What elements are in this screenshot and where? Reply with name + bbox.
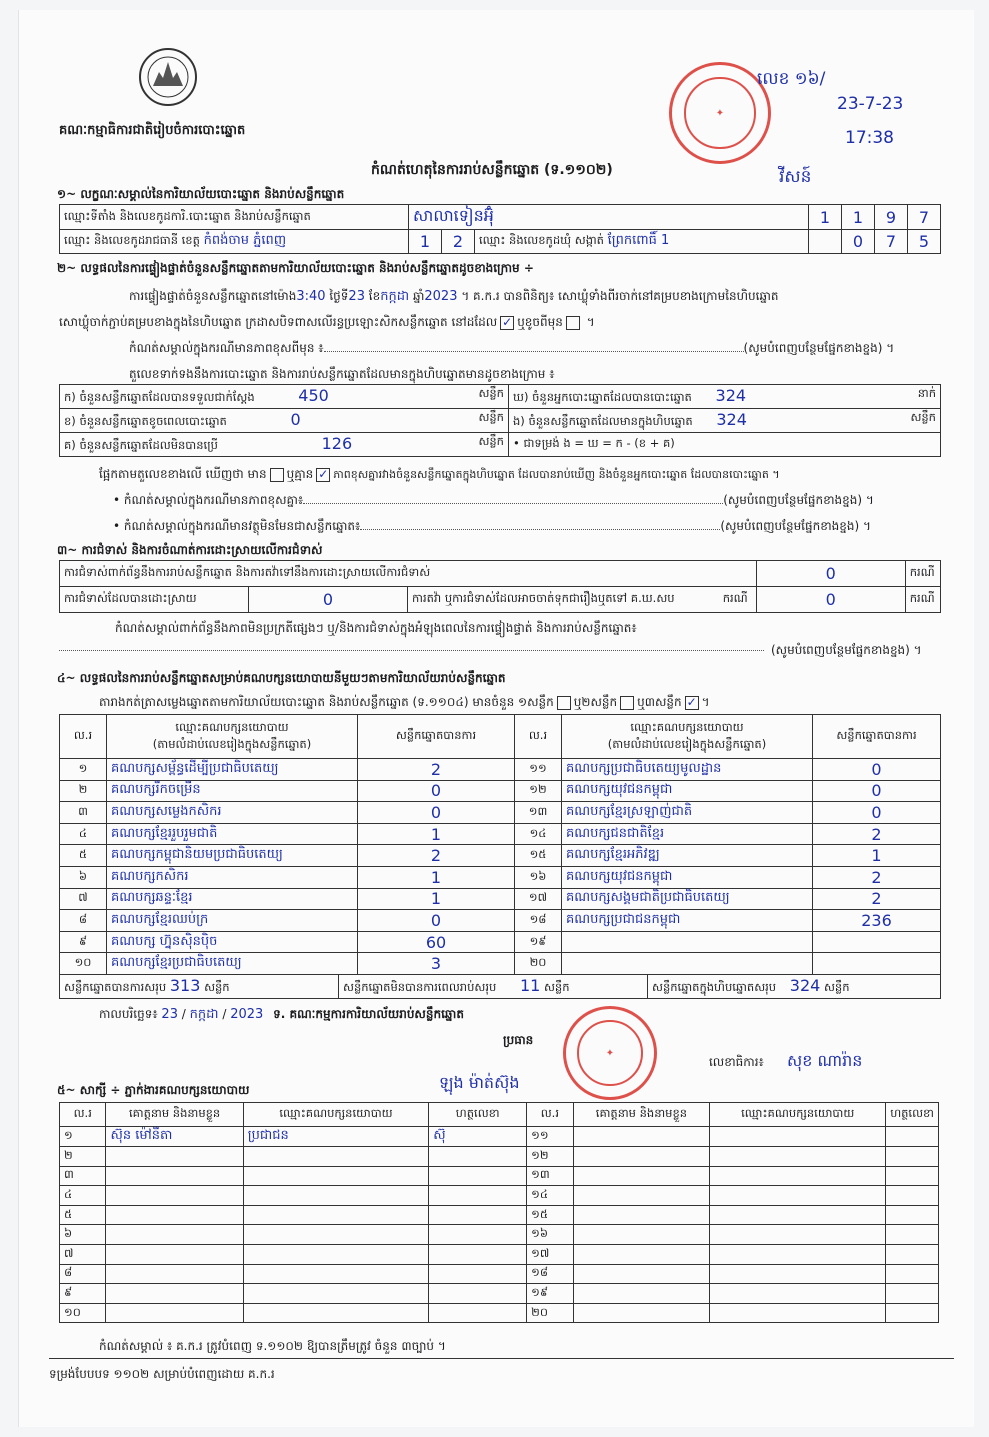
count-day: 23 (348, 289, 365, 304)
chair-name: ឡុង ម៉ាត់ស៊ុង (439, 1073, 520, 1092)
row2-code-2: 2 (442, 230, 475, 254)
damaged-checkbox[interactable] (566, 316, 580, 330)
result-row (60, 931, 941, 953)
result-votes2: 2 (871, 824, 882, 844)
result-votes: 1 (430, 824, 442, 844)
sec2-p5: ផ្អែកតាមតួលេខខាងលើ ឃើញថា មាន ឬគ្មាន ✓ ភាពខុសគ្នារវាងចំនួនសន្លឹកឆ្នោតក្នុងហិបឆ្នោត ដែលបានរាប់ឃើញ និងចំនួនអ្នកបោះឆ្នោត ដែលបានបោះឆ្នោត ។ (99, 466, 780, 481)
result-no: ១ (78, 760, 88, 775)
result-party2: គណបក្សសង្គមជាតិប្រជាធិបតេយ្យ (566, 890, 730, 906)
witness-row (60, 1166, 939, 1186)
footnote: កំណត់សម្គាល់ ៖ គ.ក.រ ត្រូវបំពេញ ទ.១១០២ ឱ្យបានត្រឹមត្រូវ ចំនួន ៣ច្បាប់ ។ (99, 1339, 446, 1353)
row2-code2-3: 5 (908, 230, 941, 254)
result-party: គណបក្សខ្មែរប្រជាធិបតេយ្យ (111, 955, 242, 971)
row2-code2-2: 7 (875, 230, 908, 254)
result-row (60, 759, 941, 781)
witness-no2: ១៣ (531, 1167, 550, 1182)
page-title: កំណត់ហេតុនៃការរាប់សន្លឹកឆ្នោត (ទ.១១០២) (371, 162, 613, 178)
appeal-count: 0 (756, 587, 905, 613)
witness-no2: ១៥ (531, 1206, 548, 1221)
result-votes: 1 (430, 867, 442, 887)
result-no: ២ (78, 782, 88, 797)
result-party: គណបក្សសម្ព័ន្ធដើម្បីប្រជាធិបតេយ្យ (111, 760, 279, 776)
stamp-time: 17:38 (845, 128, 894, 148)
result-no: ៣ (78, 803, 88, 818)
intact-checkbox[interactable]: ✓ (502, 314, 513, 329)
total-invalid: 11 (519, 976, 541, 995)
result-party: គណបក្សឆន្ទៈខ្មែរ (111, 890, 193, 906)
result-party: គណបក្សខ្មែរឈប់ក្រ (111, 911, 209, 927)
result-votes: 3 (430, 954, 442, 974)
row2-code2-1: 0 (842, 230, 875, 254)
witness-no2: ១៧ (531, 1245, 550, 1260)
witness-table: ល.រ គោត្តនាម និងនាមខ្លួន ឈ្មោះគណបក្សនយោបាយ ហត្ថលេខា ល.រ គោត្តនាម និងនាមខ្លួន ឈ្មោះគណបក្សនយោបាយ ហត្ថលេខា ១ ស៊ុន ម៉ៅនីតា ប្រជាជន ស៊ុ ១១ ២ ១២ ៣ ១៣ ៤ ១៤ ៥ ១៥ ៦ ១៦ ៧ ១៧ ៨ ១៨ ៩ ១៩ ១០ ២០ (59, 1102, 939, 1323)
ka-value: 450 (298, 386, 329, 405)
result-row (60, 823, 941, 845)
count-year: 2023 (424, 289, 458, 304)
sec2-p6: • កំណត់សម្គាល់ក្នុងករណីមានភាពខុសគ្នា៖ (សូមបំពេញបន្ថែមផ្នែកខាងខ្នង) ។ (113, 493, 874, 507)
row1-value: សាលាទៀនអ៊ុំ (413, 206, 494, 225)
witness-row (60, 1264, 939, 1284)
sign-date: កាលបរិច្ឆេទ៖ 23 / កក្កដា / 2023 ទ. គណៈកម្មការការិយាល័យរាប់សន្លឹកឆ្នោត (99, 1007, 464, 1022)
secretary-name: សុខ ណារ៉ាន (787, 1051, 863, 1070)
witness-party: ប្រជាជន (247, 1128, 289, 1143)
result-votes: 0 (430, 781, 442, 801)
two-sheet-checkbox[interactable] (620, 696, 634, 710)
witness-no: ៤ (64, 1186, 73, 1201)
result-votes2: 2 (871, 867, 882, 887)
witness-row (60, 1303, 939, 1323)
result-no: ៥ (78, 847, 88, 862)
result-party2: គណបក្សយុវជនកម្ពុជា (566, 782, 673, 798)
result-votes2: 0 (871, 781, 882, 801)
witness-no: ១ (64, 1128, 73, 1142)
result-party2: គណបក្សប្រជាធិបតេយ្យមូលដ្ឋាន (566, 760, 722, 776)
result-no: ៦ (78, 868, 88, 883)
stamp-note: លេខ ១៦/ (757, 69, 826, 89)
witness-no2: ២០ (531, 1304, 548, 1319)
witness-no2: ១៤ (531, 1186, 548, 1201)
sec3-heading: ៣~ ការជំទាស់ និងការចំណាត់ការដោះស្រាយលើការជំទាស់ (57, 543, 323, 557)
witness-row (60, 1147, 939, 1167)
result-no: ៩ (78, 933, 88, 948)
result-party: គណបក្ស ហ្វ៊ុនស៊ិនប៉ិច (111, 933, 218, 949)
ng-value: 324 (716, 410, 747, 429)
result-no2: ១១ (529, 760, 547, 775)
witness-row (60, 1244, 939, 1264)
result-no: ៤ (78, 825, 88, 840)
sec2-p1: ការផ្ទៀងផ្ទាត់ចំនួនសន្លឹកឆ្នោតនៅម៉ោង3:40 ថ្ងៃទី23 ខែកក្កដា ឆ្នាំ2023 ។ គ.ក.រ បានពិនិត្យ៖ សោឃ្លុំទាំងពីរចាក់នៅគម្របខាងក្រោមនៃហិបឆ្នោត (129, 289, 779, 304)
result-no2: ១៧ (528, 890, 548, 905)
witness-no2: ១២ (531, 1147, 549, 1162)
witness-row (60, 1205, 939, 1225)
result-row (60, 910, 941, 932)
result-party: គណបក្សកសិករ (111, 868, 189, 884)
kho-value: 324 (715, 386, 747, 405)
result-row (60, 866, 941, 888)
objection-count: 0 (756, 561, 905, 587)
document-page (18, 10, 974, 1427)
witness-row (60, 1127, 939, 1147)
sec3-table: ការជំទាស់ពាក់ព័ន្ធនឹងការរាប់សន្លឹកឆ្នោត និងការតវ៉ាទៅនឹងការដោះស្រាយលើការជំទាស់ 0 ករណី ការជំទាស់ដែលបានដោះស្រាយ 0 ករណី ការតវ៉ា ឬការជំទាស់ដែលអាចចាត់ទុកជារឿងឬតទៅ គ.ឃ.សប 0 ករណី (59, 560, 941, 613)
sec2-p4: តួលេខទាក់ទងនឹងការបោះឆ្នោត និងការរាប់សន្លឹកឆ្នោតដែលមានក្នុងហិបឆ្នោតមានដូចខាងក្រោម ៖ (129, 367, 555, 381)
sec3-note: កំណត់សម្គាល់ពាក់ព័ន្ធនឹងភាពមិនប្រក្រតីផ្សេងៗ ឬ/និងការជំទាស់ក្នុងអំឡុងពេលនៃការផ្ទៀងផ្ទាត់ និងការរាប់សន្លឹកឆ្នោត៖ (115, 621, 637, 635)
sec3-fill-note: (សូមបំពេញបន្ថែមផ្នែកខាងខ្នង) ។ (771, 643, 922, 657)
sec2-p2: សោឃ្លុំចាក់ភ្ជាប់គម្របខាងក្នុងនៃហិបឆ្នោត ក្រដាសបិទពាសលើរន្ធប្រឡោះសិកសន្លឹកឆ្នោត នៅដដែល ✓ ឬខូចពីមុន ។ (59, 314, 595, 329)
result-no2: ១៣ (528, 803, 548, 818)
witness-no: ៨ (64, 1265, 73, 1280)
result-party2: គណបក្សយុវជនកម្ពុជា (566, 868, 673, 884)
witness-row (60, 1284, 939, 1304)
result-row (60, 802, 941, 824)
result-no2: ១៦ (529, 868, 547, 883)
result-no2: ១៥ (529, 847, 547, 862)
result-no2: ១២ (529, 782, 547, 797)
witness-no: ១០ (64, 1304, 81, 1319)
result-party2: គណបក្សប្រជាជនកម្ពុជា (566, 911, 681, 927)
witness-row (60, 1225, 939, 1245)
commission-seal-icon: ✦ (563, 1006, 657, 1100)
kha-value: 0 (290, 410, 301, 429)
row2-label: ឈ្មោះ និងលេខកូដរាជធានី ខេត្ត (64, 233, 200, 247)
official-seal-icon: ✦ (669, 62, 771, 164)
row2-value: កំពង់ចាម ភ្នំពេញ (203, 233, 287, 248)
sec1-heading: ១~ លក្ខណៈសម្គាល់នៃការិយាល័យបោះឆ្នោត និងរាប់សន្លឹកឆ្នោត (57, 187, 345, 201)
result-row (60, 845, 941, 867)
result-votes2: 0 (871, 802, 882, 822)
total-box: 324 (789, 976, 821, 995)
stamp-date: 23-7-23 (837, 94, 904, 114)
result-votes2: 236 (861, 910, 892, 930)
sec4-heading: ៤~ លទ្ធផលនៃការរាប់សន្លឹកឆ្នោតសម្រាប់គណបក្សនយោបាយនីមួយៗតាមការិយាល័យរាប់សន្លឹកឆ្នោត (57, 671, 506, 685)
row2-value2: ព្រែកពោធិ៍ 1 (607, 233, 670, 248)
ko-value: 126 (321, 434, 353, 453)
result-votes: 1 (430, 889, 442, 909)
sec4-intro: តារាងកត់ត្រាសម្លេងឆ្នោតតាមការិយាល័យបោះឆ្នោត និងរាប់សន្លឹកឆ្នោត (ទ.១១០៤) មានចំនួន ១សន្លឹក ឬ២សន្លឹក ឬ៣សន្លឹក ✓ ។ (99, 694, 710, 709)
result-no: ៨ (78, 911, 88, 926)
no-diff-checkbox[interactable]: ✓ (318, 466, 329, 481)
result-no2: ២០ (529, 955, 547, 970)
count-time: 3:40 (296, 289, 326, 304)
result-votes: 2 (430, 759, 442, 779)
result-no: ៧ (78, 890, 88, 905)
result-votes: 0 (430, 910, 442, 930)
result-party2: គណបក្សខ្មែរស្រឡាញ់ជាតិ (566, 803, 693, 819)
result-party: គណបក្សរីកចម្រើន (111, 782, 201, 798)
row1-code-2: 1 (842, 205, 875, 230)
sec2-heading: ២~ លទ្ធផលនៃការផ្ទៀងផ្ទាត់ចំនួនសន្លឹកឆ្នោតតាមការិយាល័យបោះឆ្នោត និងរាប់សន្លឹកឆ្នោតដូចខាងក្រោម ÷ (57, 261, 534, 275)
result-party: គណបក្សខ្មែររួបរួមជាតិ (111, 825, 218, 841)
secretary-label: លេខាធិការ៖ (709, 1055, 764, 1069)
resolved-count: 0 (249, 587, 408, 613)
result-votes2: 2 (871, 889, 882, 909)
result-votes2: 0 (871, 759, 882, 779)
witness-sign: ស៊ុ (433, 1128, 446, 1143)
results-table: ល.រ ឈ្មោះគណបក្សនយោបាយ (តាមលំដាប់លេខរៀងក្នុងសន្លឹកឆ្នោត) សន្លឹកឆ្នោតបានការ ល.រ ឈ្មោះគណបក្សនយោបាយ (តាមលំដាប់លេខរៀងក្នុងសន្លឹកឆ្នោត) សន្លឹកឆ្នោតបានការ ១ គណបក្សសម្ព័ន្ធដើម្បីប្រជាធិបតេយ្យ 2 ១១ គណបក្សប្រជាធិបតេយ្យមូលដ្ឋាន 0 ២ គណបក្សរីកចម្រើន 0 ១២ គណបក្សយុវជនកម្ពុជា 0 ៣ គណបក្សសម្លេងកសិករ 0 ១៣ គណបក្សខ្មែរស្រឡាញ់ជាតិ 0 ៤ គណបក្សខ្មែររួបរួមជាតិ 1 ១៤ គណបក្សជនជាតិខ្មែរ 2 ៥ គណបក្សកម្ពុជានិយមប្រជាធិបតេយ្យ 2 ១៥ គណបក្សខ្មែរអភិវឌ្ឍ 1 ៦ គណបក្សកសិករ 1 ១៦ គណបក្សយុវជនកម្ពុជា 2 ៧ គណបក្សឆន្ទៈខ្មែរ 1 ១៧ គណបក្សសង្គមជាតិប្រជាធិបតេយ្យ 2 ៨ គណបក្សខ្មែរឈប់ក្រ 0 ១៨ គណបក្សប្រជាជនកម្ពុជា 236 ៩ គណបក្ស ហ្វ៊ុនស៊ិនប៉ិច 60 ១៩ ១០ គណបក្សខ្មែរប្រជាធិបតេយ្យ 3 ២០ (59, 714, 941, 975)
witness-name: ស៊ុន ម៉ៅនីតា (110, 1128, 173, 1143)
row1-label: ឈ្មោះទីតាំង និងលេខកូដការិ.បោះឆ្នោត និងរាប់សន្លឹកឆ្នោត (60, 205, 409, 230)
row1-code-1: 1 (809, 205, 842, 230)
count-month: កក្កដា (380, 289, 410, 304)
row2-code-1: 1 (409, 230, 442, 254)
witness-no2: ១៦ (531, 1226, 548, 1241)
has-diff-checkbox[interactable] (270, 468, 284, 482)
result-party2: គណបក្សជនជាតិខ្មែរ (566, 825, 665, 841)
witness-no: ២ (64, 1147, 73, 1162)
witness-no: ៣ (64, 1167, 74, 1182)
result-party: គណបក្សកម្ពុជានិយមប្រជាធិបតេយ្យ (111, 847, 283, 863)
witness-no: ៦ (64, 1226, 73, 1241)
sec1-table (59, 204, 941, 254)
witness-no: ៩ (64, 1284, 73, 1299)
form-code: ទម្រង់បែបបទ ១១០២ សម្រាប់បំពេញដោយ គ.ក.រ (49, 1367, 275, 1381)
sec2-p3: កំណត់សម្គាល់ក្នុងករណីមានភាពខុសពីមុន ៖ (សូមបំពេញបន្ថែមផ្នែកខាងខ្នង) ។ (129, 341, 895, 355)
result-votes2: 1 (871, 846, 882, 866)
row2-label2: ឈ្មោះ និងលេខកូដឃុំ សង្កាត់ (479, 233, 604, 247)
stamp-signature: វីសន៍ (779, 167, 812, 187)
result-no2: ១៨ (529, 911, 547, 926)
sec2-p7: • កំណត់សម្គាល់ក្នុងករណីមានវត្ថុមិនមែនជាសន្លឹកឆ្នោត៖ (សូមបំពេញបន្ថែមផ្នែកខាងខ្នង) ។ (113, 519, 871, 533)
angkor-emblem-icon (137, 46, 199, 108)
witness-no: ៧ (64, 1245, 74, 1260)
three-sheet-checkbox[interactable]: ✓ (686, 694, 697, 709)
result-party: គណបក្សសម្លេងកសិករ (111, 803, 222, 819)
result-votes: 0 (430, 802, 442, 822)
witness-no2: ១១ (531, 1128, 549, 1142)
result-row (60, 780, 941, 802)
row1-code-4: 7 (908, 205, 941, 230)
one-sheet-checkbox[interactable] (557, 696, 571, 710)
result-row (60, 953, 941, 975)
sec2-counts-table: ក) ចំនួនសន្លឹកឆ្នោតដែលបានទទួលជាក់ស្តែង 450 សន្លឹក ឃ) ចំនួនអ្នកបោះឆ្នោតដែលបានបោះឆ្នោត 324 នាក់ ខ) ចំនួនសន្លឹកឆ្នោតខូចពេលបោះឆ្នោត 0 សន្លឹក ង) ចំនួនសន្លឹកឆ្នោតដែលមានក្នុងហិបឆ្នោត 324 សន្លឹក គ) ចំនួនសន្លឹកឆ្នោតដែលមិនបានប្រើ 126 សន្លឹក • ជាទម្រង់ ង = ឃ = ក - (ខ + គ) (59, 384, 941, 457)
result-party2: គណបក្សខ្មែរអភិវឌ្ឍ (566, 847, 660, 863)
witness-no2: ១៨ (531, 1265, 548, 1280)
result-row (60, 888, 941, 910)
sec5-heading: ៥~ សាក្សី ÷ ភ្នាក់ងារគណបក្សនយោបាយ (57, 1083, 250, 1097)
chair-label: ប្រធាន (503, 1033, 534, 1047)
witness-no2: ១៩ (531, 1284, 548, 1299)
result-no2: ១៤ (529, 825, 547, 840)
witness-row (60, 1186, 939, 1206)
row1-code-3: 9 (875, 205, 908, 230)
result-votes: 60 (425, 932, 447, 952)
formula: • ជាទម្រង់ ង = ឃ = ក - (ខ + គ) (509, 433, 941, 457)
org-name: គណៈកម្មាធិការជាតិរៀបចំការបោះឆ្នោត (59, 123, 246, 138)
result-no2: ១៩ (529, 933, 547, 948)
result-votes: 2 (430, 846, 442, 866)
witness-no: ៥ (64, 1206, 73, 1221)
totals-table: សន្លឹកឆ្នោតបានការសរុប 313 សន្លឹក សន្លឹកឆ្នោតមិនបានការពេលរាប់សរុប 11 សន្លឹក សន្លឹកឆ្នោតក្នុងហិបឆ្នោតសរុប 324 សន្លឹក (59, 974, 941, 999)
result-no: ១០ (74, 955, 92, 970)
total-valid: 313 (169, 976, 201, 995)
